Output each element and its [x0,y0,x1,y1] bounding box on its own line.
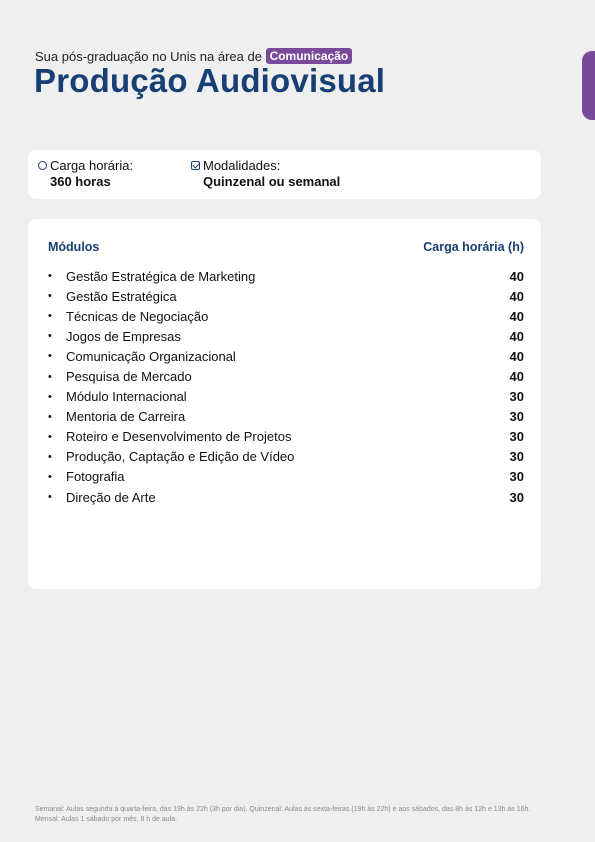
hours-column-title: Carga horária (h) [423,240,524,254]
module-name: Produção, Captação e Edição de Vídeo [66,449,295,465]
bullet-icon: • [48,410,52,423]
module-row [48,306,524,326]
module-row [48,366,524,386]
modules-column-title: Módulos [48,240,100,254]
module-row [48,467,524,487]
workload-info [38,158,133,189]
module-name: Gestão Estratégica [66,288,177,304]
module-row [48,407,524,427]
info-card [28,150,541,199]
module-row [48,447,524,467]
footnote-line-1: Semanal: Aulas segunda à quarta-feira, das 19h às 22h (3h por dia). Quinzenal: Aulas às sexta-feiras (19h às 22h) e aos sábados, das 8h às 12h e 13h às 16h. [35,806,531,813]
module-name: Direção de Arte [66,489,156,505]
module-name: Comunicação Organizacional [66,348,236,364]
bullet-icon: • [48,330,52,343]
area-badge: Comunicação [266,48,353,64]
side-tab-decoration [582,51,595,120]
workload-value: 360 horas [50,174,111,189]
module-hours: 40 [509,308,524,324]
check-icon [191,161,200,170]
module-row [48,346,524,366]
module-hours: 30 [509,389,524,405]
module-hours: 40 [509,328,524,344]
module-row [48,286,524,306]
modules-card [28,219,541,589]
module-hours: 40 [509,268,524,284]
module-name: Mentoria de Carreira [66,409,186,425]
module-name: Módulo Internacional [66,389,187,405]
module-row [48,487,524,507]
module-row [48,427,524,447]
bullet-icon: • [48,430,52,443]
footnote [35,805,565,824]
modality-value: Quinzenal ou semanal [203,174,341,189]
bullet-icon: • [48,470,52,483]
module-hours: 40 [509,348,524,364]
module-name: Gestão Estratégica de Marketing [66,268,256,284]
bullet-icon: • [48,350,52,363]
modality-info [191,158,340,189]
module-hours: 40 [509,369,524,385]
module-row [48,387,524,407]
modules-header [48,240,524,254]
bullet-icon: • [48,270,52,283]
bullet-icon: • [48,390,52,403]
module-hours: 30 [509,449,524,465]
bullet-icon: • [48,310,52,323]
module-hours: 40 [509,288,524,304]
ring-icon [38,161,47,170]
bullet-icon: • [48,491,52,504]
footnote-line-2: Mensal: Aulas 1 sábado por mês, 8 h de aula. [35,815,178,823]
module-name: Técnicas de Negociação [66,308,209,324]
module-hours: 30 [509,469,524,485]
eyebrow-label: Sua pós-graduação no Unis na área de [35,49,262,64]
module-row [48,266,524,286]
module-name: Roteiro e Desenvolvimento de Projetos [66,429,292,445]
bullet-icon: • [48,370,52,383]
module-name: Fotografia [66,469,125,485]
bullet-icon: • [48,450,52,463]
page-title: Produção Audiovisual [34,62,386,99]
module-name: Jogos de Empresas [66,328,181,344]
module-name: Pesquisa de Mercado [66,369,192,385]
modality-label: Modalidades: [203,158,281,173]
modules-list [48,266,524,507]
module-hours: 30 [509,489,524,505]
module-hours: 30 [509,429,524,445]
module-row [48,326,524,346]
bullet-icon: • [48,290,52,303]
workload-label: Carga horária: [50,158,134,173]
module-hours: 30 [509,409,524,425]
